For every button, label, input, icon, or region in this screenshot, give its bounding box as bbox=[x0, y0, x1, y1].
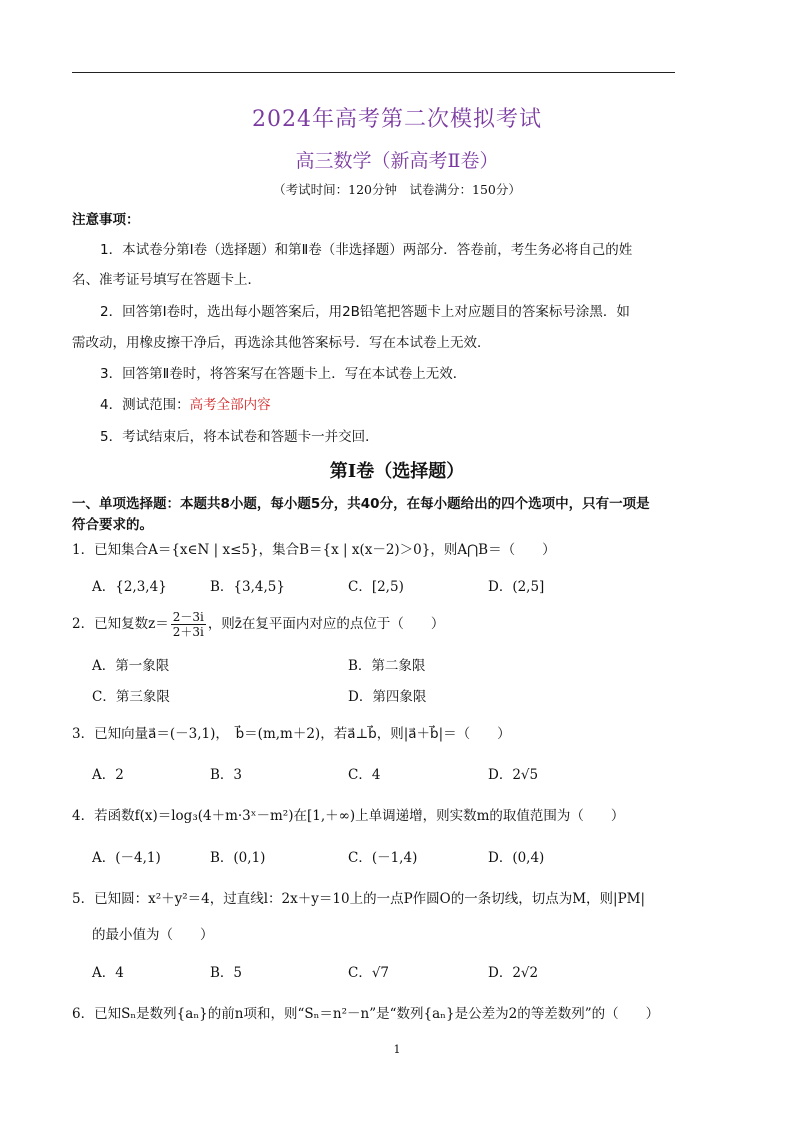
page-number: 1 bbox=[393, 1043, 401, 1056]
notice-item-4-scope: 高考全部内容 bbox=[189, 397, 271, 413]
question-2-stem-post: ，则z̄在复平面内对应的点位于（ ） bbox=[207, 616, 445, 632]
question-2-denominator: 2＋3i bbox=[172, 625, 204, 639]
question-5-stem-line-1: 5．已知圆：x²＋y²＝4，过直线l：2x＋y＝10上的一点P作圆O的一条切线，切点为M，则|PM| bbox=[72, 891, 646, 907]
question-2-option-d: D．第四象限 bbox=[348, 689, 427, 705]
question-2-numerator: 2－3i bbox=[172, 610, 204, 624]
notice-item-3: 3．回答第Ⅱ卷时，将答案写在答题卡上．写在本试卷上无效． bbox=[100, 366, 467, 382]
question-3-stem: 3．已知向量a⃗＝(－3,1)， b⃗＝(m,m＋2)，若a⃗⊥b⃗，则|a⃗＋b⃗|＝（ ） bbox=[72, 726, 511, 742]
question-2-fraction bbox=[171, 610, 206, 639]
question-1-option-b: B．{3,4,5} bbox=[210, 579, 285, 595]
question-4-option-d: D．(0,4) bbox=[488, 850, 545, 866]
question-1-option-d: D．(2,5] bbox=[488, 579, 545, 595]
question-5-option-b: B．5 bbox=[210, 965, 243, 981]
exam-title: 2024年高考第二次模拟考试 bbox=[252, 107, 542, 132]
notice-item-2-line-2: 需改动，用橡皮擦干净后，再选涂其他答案标号．写在本试卷上无效． bbox=[72, 335, 491, 351]
question-1-option-a: A．{2,3,4} bbox=[92, 579, 167, 595]
question-1-option-c: C．[2,5) bbox=[348, 579, 404, 595]
exam-info: （考试时间：120分钟 试卷满分：150分） bbox=[273, 182, 521, 197]
question-3-option-a: A．2 bbox=[92, 767, 124, 783]
question-3-option-c: C．4 bbox=[348, 767, 381, 783]
question-4-option-a: A．(－4,1) bbox=[92, 850, 161, 866]
notice-heading: 注意事项： bbox=[72, 212, 140, 228]
question-2-stem bbox=[72, 610, 444, 639]
question-2-option-b: B．第二象限 bbox=[348, 658, 426, 674]
question-4-stem: 4．若函数f(x)＝log₃(4＋m·3ˣ－m²)在[1,＋∞)上单调递增，则实数m的取值范围为（ ） bbox=[72, 808, 625, 824]
notice-item-1-line-1: 1．本试卷分第Ⅰ卷（选择题）和第Ⅱ卷（非选择题）两部分．答卷前，考生务必将自己的姓 bbox=[100, 242, 633, 258]
question-5-stem-line-2: 的最小值为（ ） bbox=[92, 927, 214, 943]
question-5-option-d: D．2√2 bbox=[488, 965, 539, 981]
question-2-stem-pre: 2．已知复数z＝ bbox=[72, 616, 169, 632]
notice-item-4 bbox=[100, 393, 271, 413]
notice-item-2-line-1: 2．回答第Ⅰ卷时，选出每小题答案后，用2B铅笔把答题卡上对应题目的答案标号涂黑．如 bbox=[100, 304, 630, 320]
question-2-option-a: A．第一象限 bbox=[92, 658, 170, 674]
header-rule bbox=[72, 72, 675, 73]
section-intro-line-1: 一、单项选择题：本题共8小题，每小题5分，共40分，在每小题给出的四个选项中，只有一项是 bbox=[72, 496, 650, 512]
question-2-option-c: C．第三象限 bbox=[92, 689, 170, 705]
notice-item-5: 5．考试结束后，将本试卷和答题卡一并交回． bbox=[100, 429, 379, 445]
notice-item-4-prefix: 4．测试范围： bbox=[100, 397, 190, 413]
question-5-option-c: C．√7 bbox=[348, 965, 390, 981]
question-3-option-b: B．3 bbox=[210, 767, 243, 783]
exam-subtitle: 高三数学（新高考Ⅱ卷） bbox=[295, 150, 499, 172]
question-1-stem: 1．已知集合A＝{x∈N | x≤5}，集合B＝{x | x(x－2)＞0}，则A⋂B＝（ ） bbox=[72, 542, 556, 558]
question-6-stem: 6．已知Sₙ是数列{aₙ}的前n项和，则“Sₙ＝n²－n”是“数列{aₙ}是公差为2的等差数列”的（ ） bbox=[72, 1006, 660, 1022]
notice-item-1-line-2: 名、准考证号填写在答题卡上． bbox=[72, 272, 261, 288]
question-4-option-b: B．(0,1) bbox=[210, 850, 266, 866]
section-intro-line-2: 符合要求的。 bbox=[72, 517, 153, 533]
question-3-option-d: D．2√5 bbox=[488, 767, 539, 783]
question-5-option-a: A．4 bbox=[92, 965, 124, 981]
question-4-option-c: C．(－1,4) bbox=[348, 850, 418, 866]
section-title: 第Ⅰ卷（选择题） bbox=[329, 461, 465, 482]
